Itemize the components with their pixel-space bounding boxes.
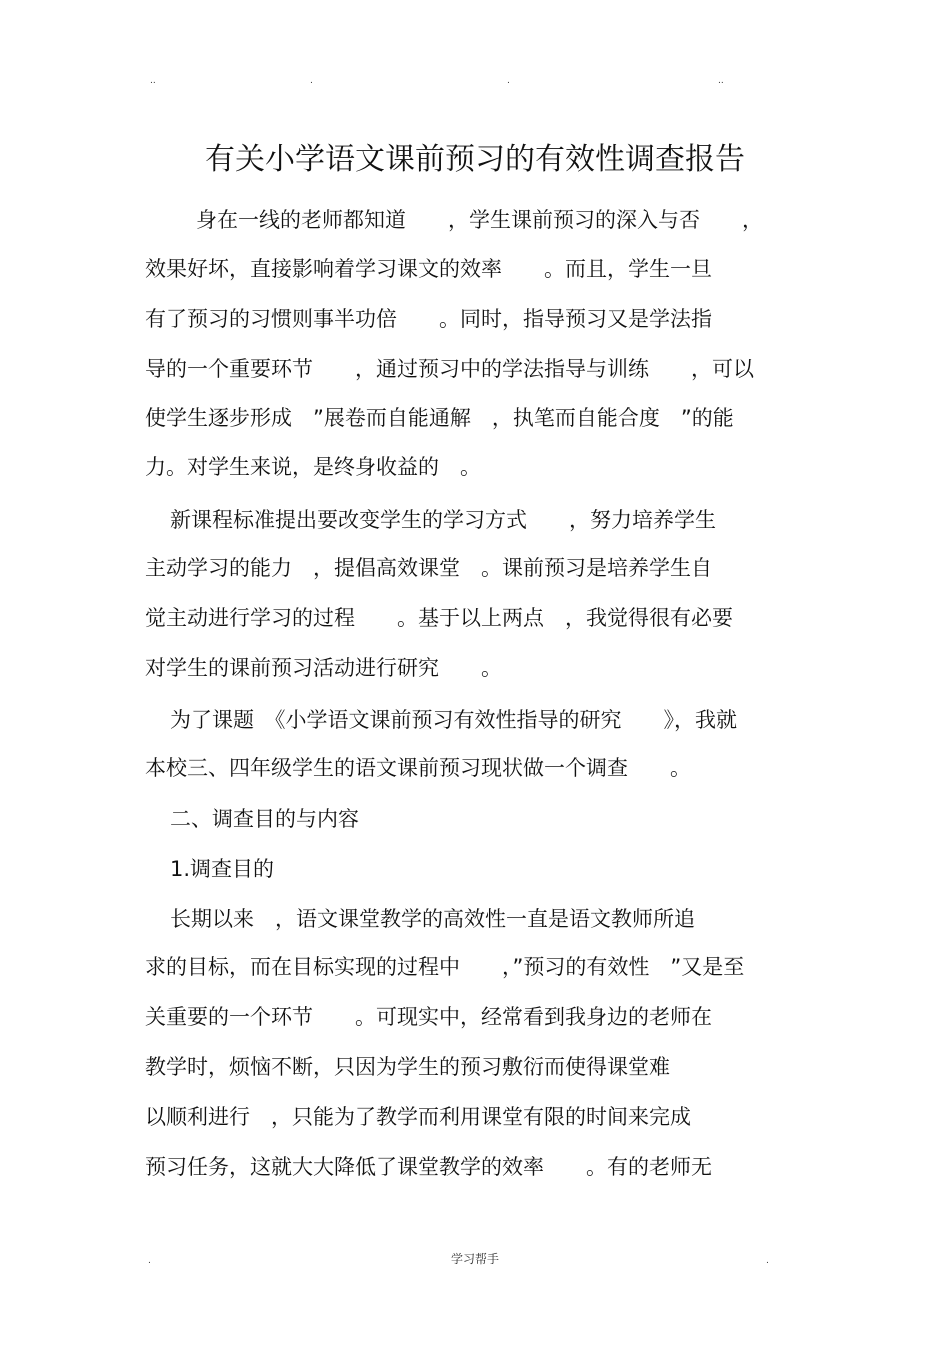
text-line: 效果好坏，直接影响着学习课文的效率 。而且，学生一旦 [145, 257, 712, 281]
text-line: 有了预习的习惯则事半功倍 。同时，指导预习又是学法指 [145, 307, 712, 331]
header-mark: .. [718, 76, 724, 86]
text-line: 身在一线的老师都知道 ，学生课前预习的深入与否 ， [196, 208, 763, 232]
text-line: 为了课题 《小学语文课前预习有效性指导的研究 》，我就 [170, 708, 737, 732]
text-line: 预习任务，这就大大降低了课堂教学的效率 。有的老师无 [145, 1155, 712, 1179]
text-line: 以顺利进行 ，只能为了教学而利用课堂有限的时间来完成 [145, 1105, 691, 1129]
footer-mark-left: . [148, 1256, 151, 1266]
text-line: 新课程标准提出要改变学生的学习方式 ，努力培养学生 [170, 508, 716, 532]
text-line: 求的目标，而在目标实现的过程中 ，”预习的有效性 ”又是至 [145, 955, 745, 979]
text-line: 觉主动进行学习的过程 。基于以上两点 ，我觉得很有必要 [145, 606, 733, 630]
header-mark: .. [150, 76, 156, 86]
text-line: 长期以来 ，语文课堂教学的高效性一直是语文教师所追 [170, 907, 695, 931]
text-line: 对学生的课前预习活动进行研究 。 [145, 656, 502, 680]
header-mark: . [310, 76, 313, 86]
text-line: 本校三、四年级学生的语文课前预习现状做一个调查 。 [145, 756, 691, 780]
footer-mark-right: . [766, 1256, 769, 1266]
text-line: 主动学习的能力 ，提倡高效课堂 。课前预习是培养学生自 [145, 556, 712, 580]
text-line: 使学生逐步形成 ”展卷而自能通解 ，执笔而自能合度 ”的能 [145, 406, 734, 430]
document-title: 有关小学语文课前预习的有效性调查报告 [205, 142, 745, 177]
page-footer: 学习帮手 [450, 1252, 499, 1266]
text-line: 导的一个重要环节 ，通过预习中的学法指导与训练 ，可以 [145, 357, 754, 381]
header-mark: . [507, 76, 510, 86]
text-line: 关重要的一个环节 。可现实中，经常看到我身边的老师在 [145, 1005, 712, 1029]
section-heading: 二、调查目的与内容 [170, 807, 359, 831]
text-line: 力。对学生来说，是终身收益的 。 [145, 455, 481, 479]
text-line: 教学时，烦恼不断，只因为学生的预习敷衍而使得课堂难 [145, 1055, 670, 1079]
subsection-heading: 1.调查目的 [170, 857, 275, 881]
